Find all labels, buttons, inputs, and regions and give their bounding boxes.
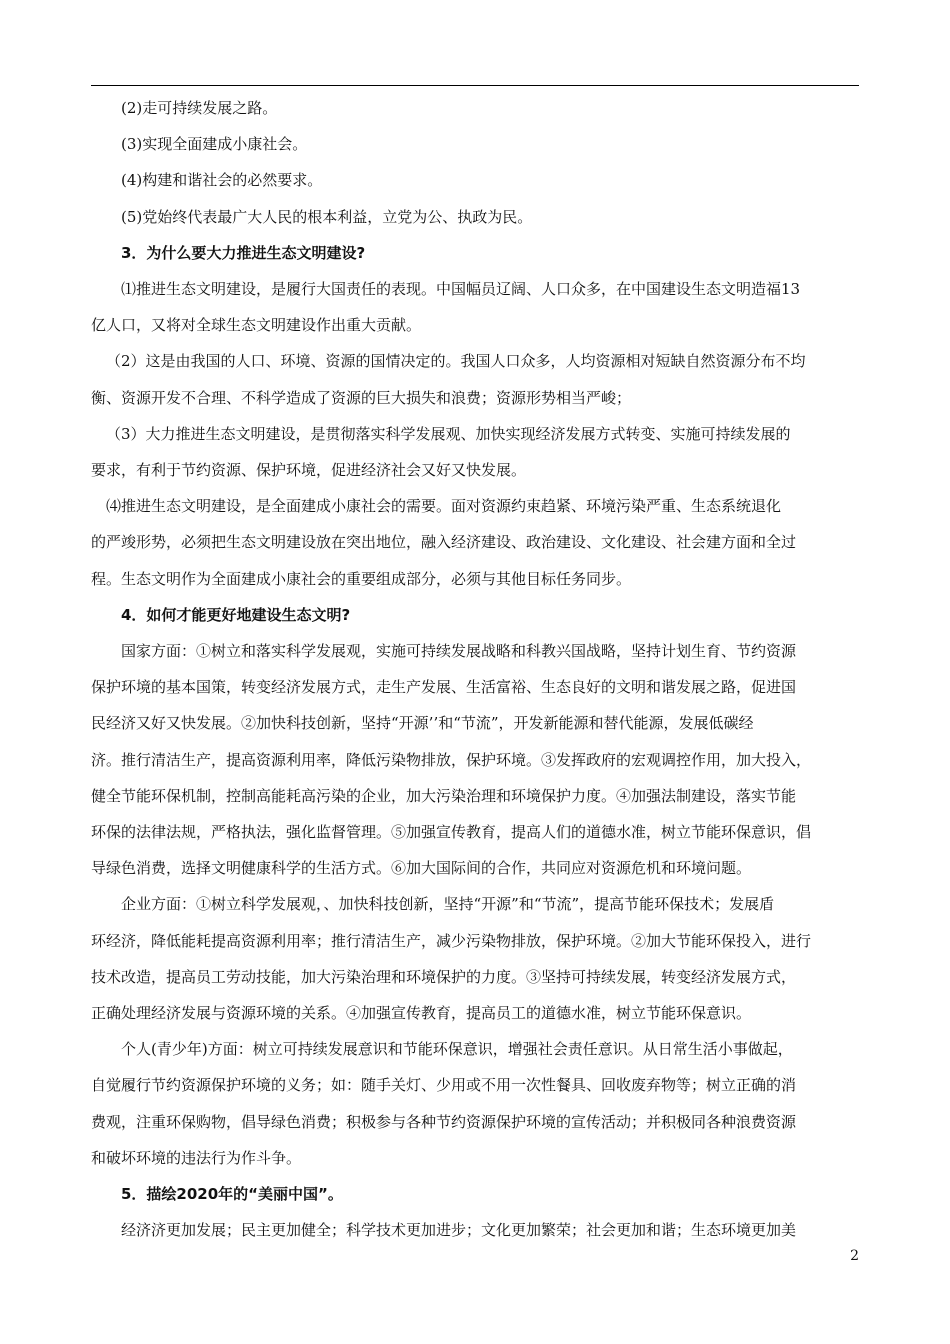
section-heading: 5．描绘2020年的“美丽中国”。 [121,1185,343,1203]
section-heading: 4．如何才能更好地建设生态文明? [121,605,351,624]
paragraph-line: (5)党始终代表最广大人民的根本利益，立党为公、执政为民。 [121,207,533,226]
paragraph-line: 技术改造，提高员工劳动技能，加大污染治理和环境保护的力度。③坚持可持续发展，转变经济发展方式， [91,967,797,986]
paragraph-line: 和破坏环境的违法行为作斗争。 [91,1148,302,1167]
paragraph-line: 个人(青少年)方面：树立可持续发展意识和节能环保意识，增强社会责任意识。从日常生活小事做起， [121,1040,793,1059]
paragraph-line: (4)构建和谐社会的必然要求。 [121,171,323,190]
paragraph-line: （2）这是由我国的人口、环境、资源的国情决定的。我国人口众多，人均资源相对短缺自然资源分布不均 [106,352,806,371]
paragraph-line: 正确处理经济发展与资源环境的关系。④加强宣传教育，提高员工的道德水准，树立节能环保意识。 [91,1004,752,1022]
paragraph-line: 费观，注重环保购物，倡导绿色消费；积极参与各种节约资源保护环境的宣传活动；并积极同各种浪费资源 [91,1112,797,1131]
paragraph-line: (2)走可持续发展之路。 [121,99,278,117]
paragraph-line: ⑴推进生态文明建设，是履行大国责任的表现。中国幅员辽阔、人口众多，在中国建设生态文明造福13 [121,280,801,298]
paragraph-line: 导绿色消费，选择文明健康科学的生活方式。⑥加大国际间的合作，共同应对资源危机和环境问题。 [91,859,752,878]
paragraph-line: 亿人口，又将对全球生态文明建设作出重大贡献。 [91,316,422,335]
paragraph-line: 自觉履行节约资源保护环境的义务；如：随手关灯、少用或不用一次性餐具、回收废弃物等；树立正确的消 [91,1076,797,1095]
paragraph-line: ⑷推进生态文明建设，是全面建成小康社会的需要。面对资源约束趋紧、环境污染严重、生态系统退化 [106,497,782,516]
paragraph-line: (3)实现全面建成小康社会。 [121,135,308,154]
section-heading: 3．为什么要大力推进生态文明建设? [121,243,366,262]
paragraph-line: 健全节能环保机制，控制高能耗高污染的企业，加大污染治理和环境保护力度。④加强法制建设，落实节能 [91,786,797,805]
paragraph-line: 济。推行清洁生产，提高资源利用率，降低污染物排放，保护环境。③发挥政府的宏观调控作用，加大投入， [91,750,812,769]
paragraph-line: 衡、资源开发不合理、不科学造成了资源的巨大损失和浪费；资源形势相当严峻； [91,388,632,407]
page-number: 2 [850,1248,859,1264]
paragraph-line: 国家方面：①树立和落实科学发展观，实施可持续发展战略和科教兴国战略，坚持计划生育、节约资源 [121,642,797,660]
paragraph-line: 环经济，降低能耗提高资源利用率；推行清洁生产，减少污染物排放，保护环境。②加大节能环保投入，进行 [91,931,812,950]
paragraph-line: 的严竣形势，必须把生态文明建设放在突出地位，融入经济建设、政治建设、文化建设、社会建方面和全过 [91,533,797,552]
paragraph-line: 要求，有利于节约资源、保护环境，促进经济社会又好又快发展。 [91,461,527,479]
paragraph-line: 程。生态文明作为全面建成小康社会的重要组成部分，必须与其他目标任务同步。 [91,569,632,588]
paragraph-line: 经济济更加发展；民主更加健全；科学技术更加进步；文化更加繁荣；社会更加和谐；生态环境更加美 [121,1221,797,1240]
header-rule [91,85,859,86]
paragraph-line: （3）大力推进生态文明建设，是贯彻落实科学发展观、加快实现经济发展方式转变、实施可持续发展的 [106,424,791,443]
paragraph-line: 民经济又好又快发展。②加快科技创新，坚持“开源’’和“节流”，开发新能源和替代能源，发展低碳经 [91,714,754,733]
paragraph-line: 保护环境的基本国策，转变经济发展方式，走生产发展、生活富裕、生态良好的文明和谐发展之路，促进国 [91,678,797,697]
paragraph-line: 环保的法律法规，严格执法，强化监督管理。⑤加强宣传教育，提高人们的道德水准，树立节能环保意识，倡 [91,823,812,841]
paragraph-line: 企业方面：①树立科学发展观，、加快科技创新，坚持“开源”和“节流”，提高节能环保技术；发展盾 [121,895,775,914]
